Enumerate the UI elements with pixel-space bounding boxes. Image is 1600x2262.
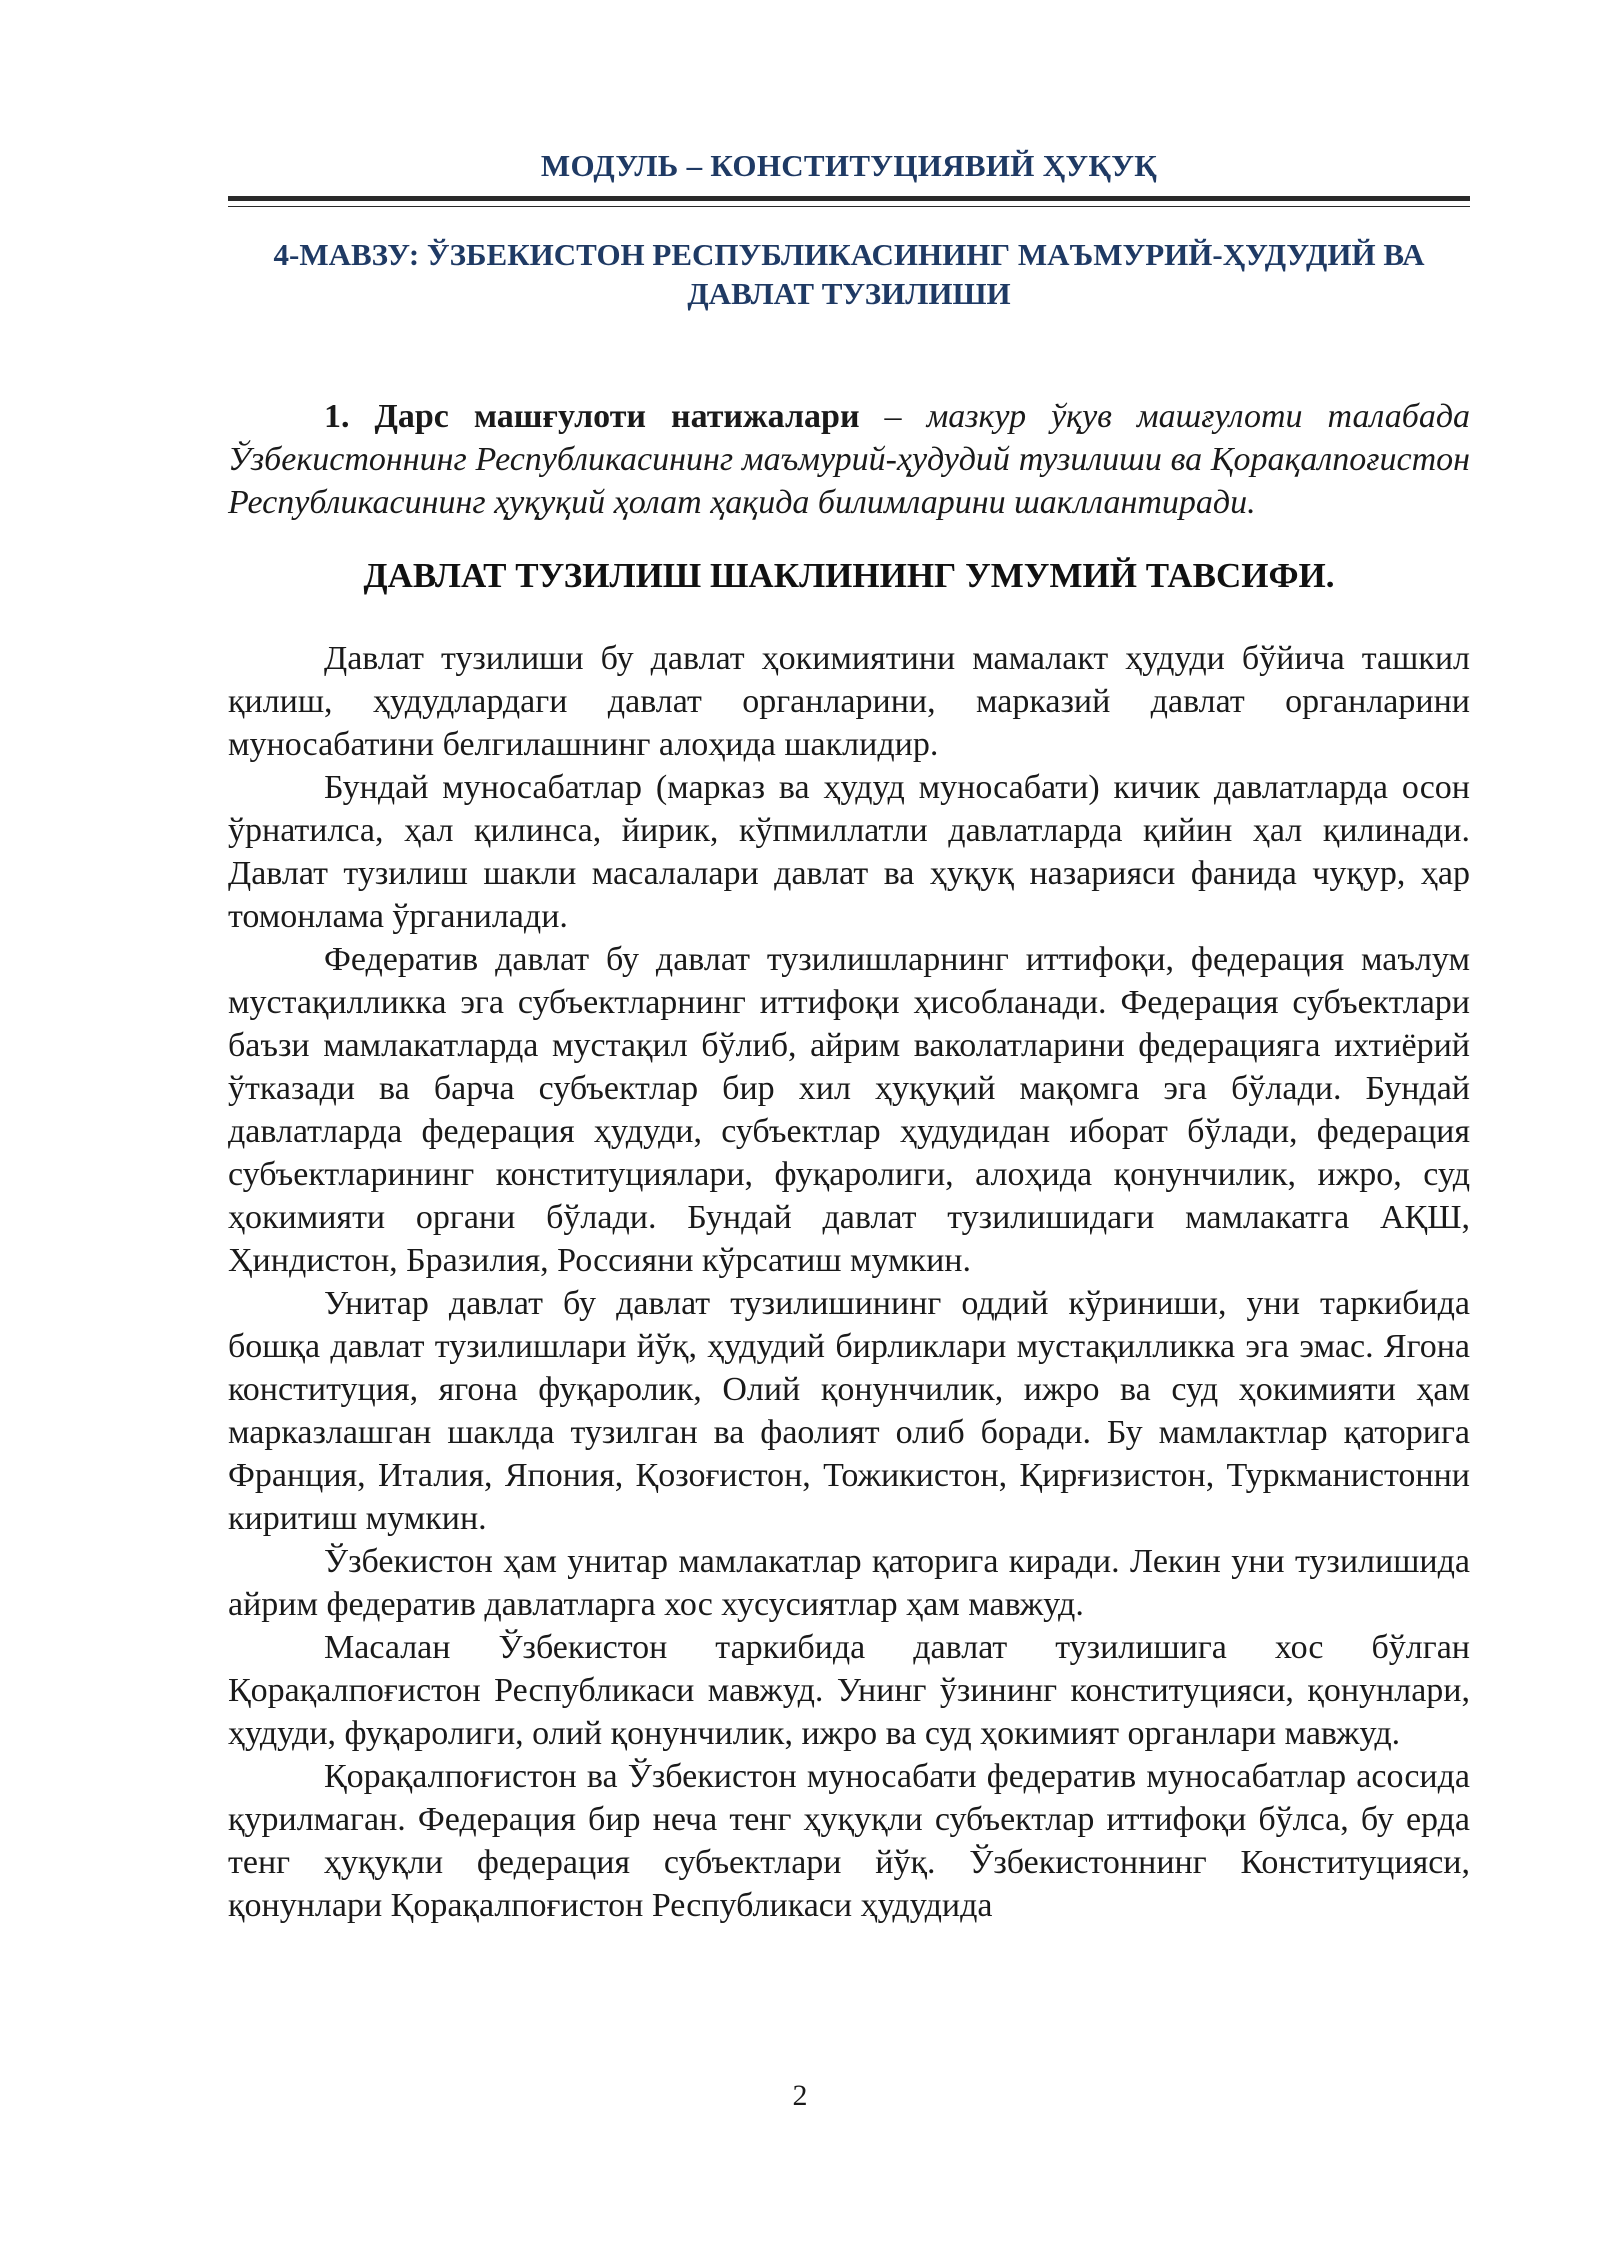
paragraph: Қорақалпоғистон ва Ўзбекистон муносабати федератив муносабатлар асосида қурилмаган. Федерация бир неча тенг ҳуқуқли субъектлар иттифоқи бўлса, бу ерда тенг ҳуқуқли федерация субъектлари йўқ. Ўзбекистоннинг Конституцияси, қонунлари Қорақалпоғистон Республикаси ҳудудида [228, 1758, 1470, 1924]
page-number: 2 [792, 2079, 808, 2112]
paragraph: Ўзбекистон ҳам унитар мамлакатлар қаторига киради. Лекин уни тузилишида айрим федератив давлатларга хос хусусиятлар ҳам мавжуд. [228, 1543, 1470, 1623]
section-title: ДАВЛАТ ТУЗИЛИШ ШАКЛИНИНГ УМУМИЙ ТАВСИФИ. [363, 556, 1335, 595]
paragraph: Давлат тузилиши бу давлат ҳокимиятини мамалакт ҳудуди бўйича ташкил қилиш, ҳудудлардаги давлат органларини, марказий давлат органларини муносабатини белгилашнинг алоҳида шаклидир. [228, 640, 1470, 763]
document-page [228, 0, 1470, 1927]
paragraph: Федератив давлат бу давлат тузилишларнинг иттифоқи, федерация маълум мустақилликка эга субъектларнинг иттифоқи ҳисобланади. Федерация субъектлари баъзи мамлакатларда мустақил бўлиб, айрим ваколатларини федерацияга ихтиёрий ўтказади ва барча субъектлар бир хил ҳуқуқий мақомга эга бўлади. Бундай давлатларда федерация ҳудуди, субъектлар ҳудудидан иборат бўлади, федерация субъектларининг конституциялари, фуқаролиги, алоҳида қонунчилик, ижро, суд ҳокимияти органи бўлади. Бундай давлат тузилишидаги мамлакатга АҚШ, Ҳиндистон, Бразилия, Россияни кўрсатиш мумкин. [228, 941, 1470, 1279]
header-divider [228, 196, 1470, 207]
lesson-results-label: 1. Дарс машғулоти натижалари [324, 398, 860, 435]
body-text [228, 637, 1470, 1927]
lesson-results-text: мазкур ўқув машғулоти талабада Ўзбекистоннинг Республикасининг маъмурий-ҳудудий тузилиши ва Қорақалпоғистон Республикасининг ҳуқуқий ҳолат ҳақида билимларини шакллантиради. [228, 398, 1471, 521]
lesson-results-paragraph [228, 395, 1470, 524]
topic-title: 4-МАВЗУ: ЎЗБЕКИСТОН РЕСПУБЛИКАСИНИНГ МАЪМУРИЙ-ҲУДУДИЙ ВА ДАВЛАТ ТУЗИЛИШИ [273, 237, 1425, 311]
paragraph: Унитар давлат бу давлат тузилишининг оддий кўриниши, уни таркибида бошқа давлат тузилишлари йўқ, ҳудудий бирликлари мустақилликка эга эмас. Ягона конституция, ягона фуқаролик, Олий қонунчилик, ижро ва суд ҳокимияти ҳам марказлашган шаклда тузилган ва фаолият олиб боради. Бу мамлактлар қаторига Франция, Италия, Япония, Қозоғистон, Тожикистон, Қирғизистон, Туркманистонни киритиш мумкин. [228, 1285, 1470, 1537]
paragraph: Бундай муносабатлар (марказ ва ҳудуд муносабати) кичик давлатларда осон ўрнатилса, ҳал қилинса, йирик, кўпмиллатли давлатларда қийин ҳал қилинади. Давлат тузилиш шакли масалалари давлат ва ҳуқуқ назарияси фанида чуқур, ҳар томонлама ўрганилади. [228, 769, 1470, 935]
module-header: МОДУЛЬ – КОНСТИТУЦИЯВИЙ ҲУҚУҚ [540, 148, 1158, 183]
lesson-results-dash: – [859, 398, 927, 435]
paragraph: Масалан Ўзбекистон таркибида давлат тузилишига хос бўлган Қорақалпоғистон Республикаси мавжуд. Унинг ўзининг конституцияси, қонунлари, ҳудуди, фуқаролиги, олий қонунчилик, ижро ва суд ҳокимият органлари мавжуд. [228, 1629, 1470, 1752]
